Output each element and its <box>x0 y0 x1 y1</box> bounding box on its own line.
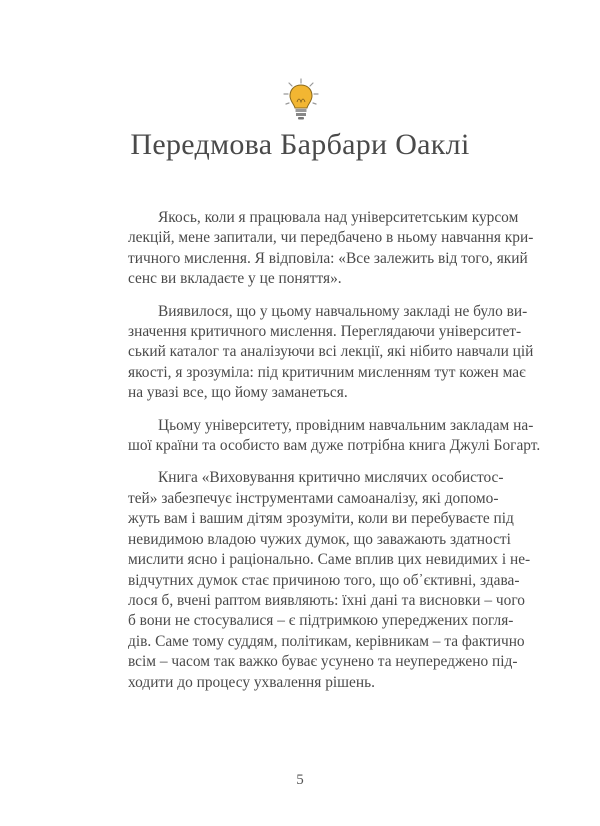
page-title: Передмова Барбари Оаклі <box>130 128 470 161</box>
paragraph <box>128 416 541 457</box>
text-line: всім – часом так важко буває усунено та неупереджено під- <box>128 653 518 671</box>
text-line: лекцій, мене запитали, чи передбачено в ньому навчання кри- <box>128 229 534 247</box>
text-line: Цьому університету, провідним навчальним закладам на- <box>158 416 534 434</box>
text-line: Книга «Виховування критично мислячих особистос- <box>158 469 504 487</box>
paragraph <box>128 302 534 404</box>
text-line: ходити до процесу ухвалення рішень. <box>128 673 375 691</box>
text-line: на увазі все, що йому заманеться. <box>128 384 348 402</box>
paragraph <box>128 208 534 290</box>
body-text <box>128 208 541 705</box>
text-line: невидимою владою чужих думок, що заважають здатності <box>128 530 511 548</box>
text-line: тичного мислення. Я відповіла: «Все залежить від того, який <box>128 249 528 267</box>
text-line: шої країни та особисто вам дуже потрібна книга Джулі Богарт. <box>128 437 541 455</box>
text-line: ський каталог та аналізуючи всі лекції, які нібито навчали цій <box>128 343 534 361</box>
page-number: 5 <box>296 772 304 788</box>
text-line: значення критичного мислення. Переглядаючи університет- <box>128 323 522 341</box>
text-line: б вони не стосувалися – є підтримкою упереджених погля- <box>128 612 514 630</box>
text-line: сенс ви вкладаєте у це поняття». <box>128 270 342 288</box>
text-line: Якось, коли я працювала над університетським курсом <box>158 209 519 226</box>
paragraph <box>128 468 531 692</box>
text-line: жуть вам і вашим дітям зрозуміти, коли ви перебуваєте під <box>128 510 514 528</box>
text-line: відчутних думок стає причиною того, що об᾽єктивні, здава- <box>128 571 520 589</box>
text-line: дів. Саме тому суддям, політикам, керівникам – та фактично <box>128 632 525 650</box>
text-line: тей» забезпечує інструментами самоаналізу, які допомо- <box>128 489 499 507</box>
text-line: якості, я зрозуміла: під критичним мисленням тут кожен має <box>128 363 526 381</box>
text-line: лося б, вчені раптом виявляють: їхні дані та висновки – чого <box>128 591 525 609</box>
lightbulb-icon <box>283 78 319 122</box>
text-line: Виявилося, що у цьому навчальному закладі не було ви- <box>158 302 528 320</box>
text-line: мислити ясно і раціонально. Саме вплив цих невидимих і не- <box>128 551 531 569</box>
